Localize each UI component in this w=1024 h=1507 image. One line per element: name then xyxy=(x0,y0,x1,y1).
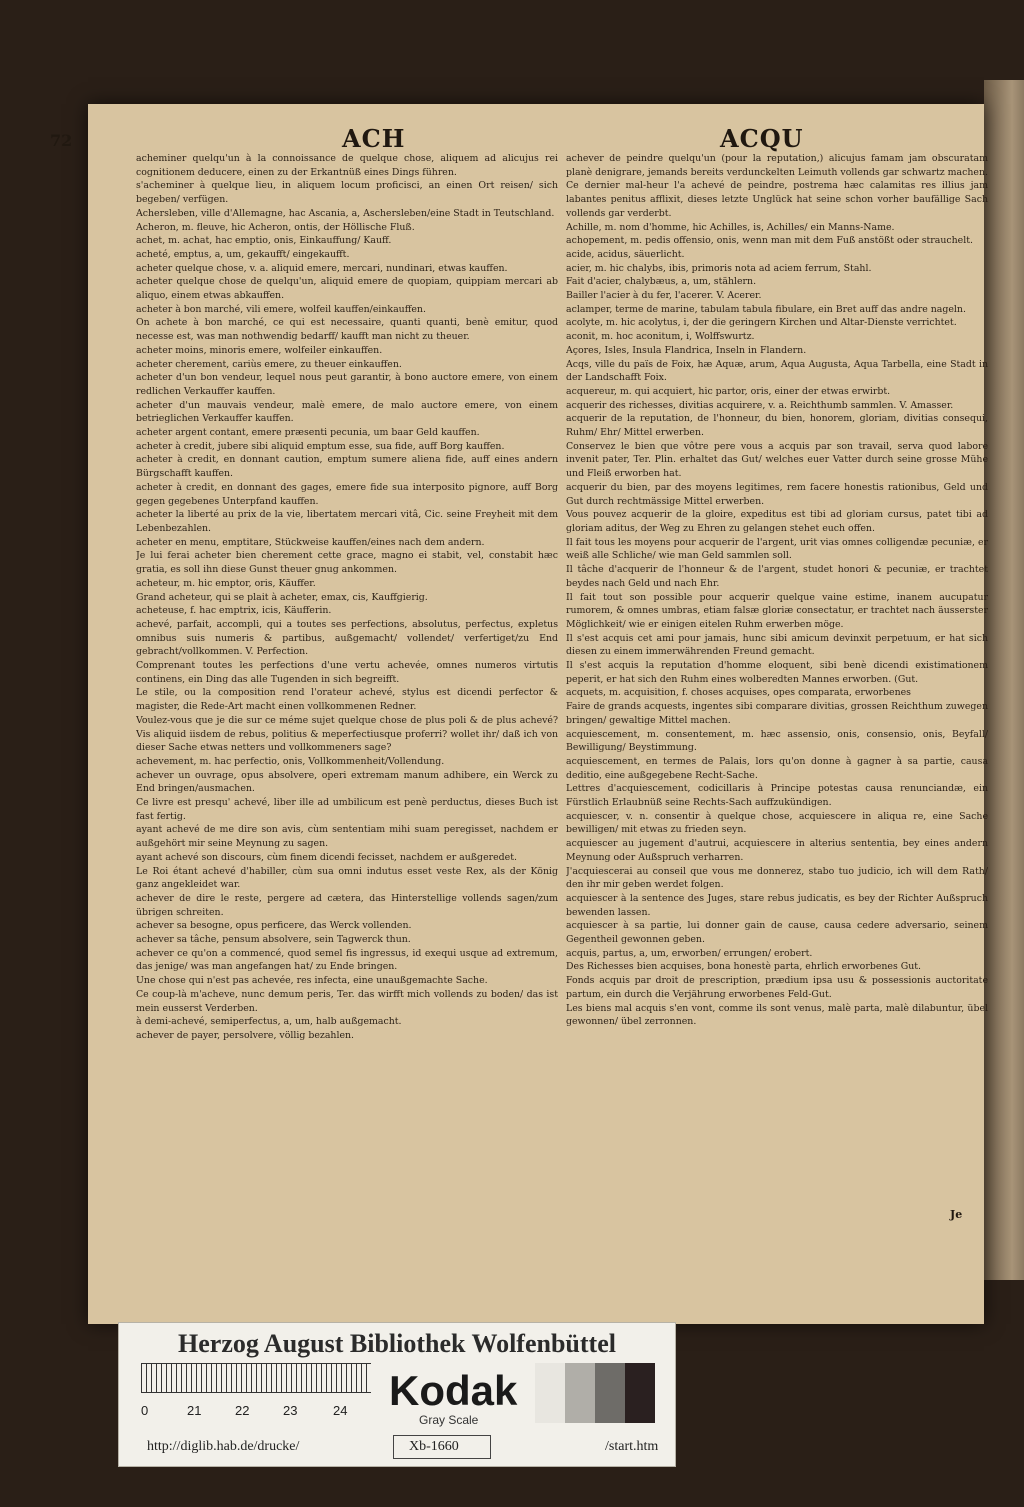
dictionary-entry: acheter à credit, en donnant caution, emptum sumere aliena fide, auff eines andern Bürgschafft kauffen. xyxy=(136,454,558,480)
dictionary-entry: Des Richesses bien acquises, bona honestè parta, ehrlich erworbenes Gut. xyxy=(566,961,922,973)
dictionary-entry: Il fait tous les moyens pour acquerir de l'argent, urit vias omnes colligendæ pecuniæ, er weiß alle Schliche/ wie man Geld sammlen soll. xyxy=(566,536,988,562)
dictionary-entry: Il fait tout son possible pour acquerir quelque vaine estime, inanem aucupatur rumorem, & omnes umbras, etiam falsæ gloriæ consectatur, er trachtet nach äusserster Möglichkeit/ wie er einigen eitelen Ruhm erwerben möge. xyxy=(566,591,988,630)
library-title: Herzog August Bibliothek Wolfenbüttel xyxy=(178,1329,616,1358)
dictionary-entry: Ce coup-là m'acheve, nunc demum peris, Ter. das wirfft mich vollends zu boden/ das ist mein eusserst Verderben. xyxy=(136,988,558,1014)
dictionary-entry: achever de dire le reste, pergere ad cætera, das Hinterstellige vollends sagen/zum übrigen schreiten. xyxy=(136,892,558,918)
left-column xyxy=(136,152,558,1242)
dictionary-entry: acier, m. hic chalybs, ibis, primoris nota ad aciem ferrum, Stahl. xyxy=(566,262,872,274)
dictionary-entry: acquiescer au jugement d'autrui, acquiescere in alterius sententia, bey eines andern Meynung oder Außspruch verharren. xyxy=(566,838,988,863)
dictionary-entry: achopement, m. pedis offensio, onis, wenn man mit dem Fuß anstößt oder strauchelt. xyxy=(566,235,973,247)
dictionary-entry: achevement, m. hac perfectio, onis, Vollkommenheit/Vollendung. xyxy=(136,755,445,767)
dictionary-entry: achever ce qu'on a commencé, quod semel fis ingressus, id exequi usque ad extremum, das jenige/ was man angefangen hat/ zu Ende bringen. xyxy=(136,947,558,973)
dictionary-entry: acheter moins, minoris emere, wolfeiler einkauffen. xyxy=(136,344,383,356)
right-column xyxy=(566,152,988,1242)
dictionary-entry: acheminer quelqu'un à la connoissance de quelque chose, aliquem ad alicujus rei cognitionem deducere, einen zu der Erkantnüß eines Dings führen. xyxy=(136,153,558,178)
dictionary-entry: acquereur, m. qui acquiert, hic partor, oris, einer der etwas erwirbt. xyxy=(566,385,891,397)
dictionary-entry: Il tâche d'acquerir de l'honneur & de l'argent, studet honori & pecuniæ, er trachtet beydes nach Geld und nach Ehr. xyxy=(566,564,988,589)
dictionary-entry: achever sa tâche, pensum absolvere, sein Tagwerck thun. xyxy=(136,934,411,946)
dictionary-entry: achever de peindre quelqu'un (pour la reputation,) alicujus famam jam obscuratam planè denigrare, jemands bereits verdunckelten Leimuth vollends gar schwartz machen. xyxy=(566,153,988,178)
catchword: Je xyxy=(950,1208,963,1221)
gray-swatch xyxy=(595,1363,625,1423)
dictionary-entry: acquiescer à la sentence des Juges, stare rebus judicatis, es bey der Richter Außspruch bewenden lassen. xyxy=(566,892,988,918)
dictionary-entry: acquiescer à sa partie, lui donner gain de cause, causa cedere adversario, seinem Gegentheil gewonnen geben. xyxy=(566,920,988,946)
dictionary-entry: achet, m. achat, hac emptio, onis, Einkauffung/ Kauff. xyxy=(136,235,392,247)
dictionary-entry: acquerir de la reputation, de l'honneur, du bien, honorem, gloriam, divitias consequi, Ruhm/ Ehr/ Mittel erwerben. xyxy=(566,413,988,439)
url-left: http://diglib.hab.de/drucke/ xyxy=(147,1439,300,1454)
dictionary-entry: Bailler l'acier à du fer, l'acerer. V. Acerer. xyxy=(566,290,762,302)
gray-swatch xyxy=(625,1363,655,1423)
ruler-label: 21 xyxy=(187,1403,202,1418)
dictionary-entry: aclamper, terme de marine, tabulam tabula fibulare, ein Bret auff das andre nageln. xyxy=(566,303,966,315)
book-edge xyxy=(984,80,1024,1280)
dictionary-entry: Voulez-vous que je die sur ce méme sujet quelque chose de plus poli & de plus achevé? Vis aliquid iisdem de rebus, politius & meperfectiusque proferri? wollet ihr/ daß ich von dieser Sache etwas netters und vollkommeners sage? xyxy=(136,714,558,754)
dictionary-entry: Comprenant toutes les perfections d'une vertu achevée, omnes numeros virtutis continens, ein Ding das alle Tugenden in sich begreifft. xyxy=(136,660,558,685)
gray-swatch xyxy=(565,1363,595,1423)
dictionary-entry: acheter quelque chose de quelqu'un, aliquid emere de quopiam, quippiam mercari ab aliquo, einem etwas abkauffen. xyxy=(136,276,558,302)
dictionary-entry: Acqs, ville du païs de Foix, hæ Aquæ, arum, Aqua Augusta, Aqua Tarbella, eine Stadt in der Landschafft Foix. xyxy=(566,358,988,384)
gray-swatch xyxy=(535,1363,565,1423)
dictionary-entry: Le stile, ou la composition rend l'orateur achevé, stylus est dicendi perfector & magister, die Rede-Art macht einen vollkommenen Redner. xyxy=(136,687,558,713)
dictionary-entry: acquiescement, m. consentement, m. hæc assensio, onis, consensio, onis, Beyfall/ Bewilligung/ Beystimmung. xyxy=(566,728,988,754)
dictionary-entry: Vous pouvez acquerir de la gloire, expeditus est tibi ad gloriam cursus, patet tibi ad gloriam aditus, der Weg zu Ehren zu gelangen stehet euch offen. xyxy=(566,509,988,534)
dictionary-entry: à demi-achevé, semiperfectus, a, um, halb außgemacht. xyxy=(136,1016,402,1028)
dictionary-entry: acheter d'un bon vendeur, lequel nous peut garantir, à bono auctore emere, von einem redlichen Verkauffer kauffen. xyxy=(136,372,558,397)
dictionary-entry: Faire de grands acquests, ingentes sibi comparare divitias, grossen Reichthum zuwegen bringen/ gewaltige Mittel machen. xyxy=(566,701,988,726)
gray-scale-label: Gray Scale xyxy=(419,1413,479,1427)
dictionary-entry: acheté, emptus, a, um, gekaufft/ eingekaufft. xyxy=(136,248,350,260)
dictionary-entry: Acheron, m. fleuve, hic Acheron, ontis, der Höllische Fluß. xyxy=(136,221,415,233)
dictionary-entry: ayant achevé de me dire son avis, cùm sententiam mihi suam peregisset, nachdem er außgehört mir seine Meynung zu sagen. xyxy=(136,824,558,850)
dictionary-entry: Je lui ferai acheter bien cherement cette grace, magno ei stabit, vel, constabit hæc gratia, es soll ihn diese Gunst theuer gnug ankommen. xyxy=(136,550,558,576)
url-right: /start.htm xyxy=(605,1439,659,1454)
dictionary-entry: acheter à credit, en donnant des gages, emere fide sua interposito pignore, auff Borg gegen gegebenes Unterpfand kauffen. xyxy=(136,481,558,507)
dictionary-entry: Il s'est acquis la reputation d'homme eloquent, sibi benè dicendi existimationem peperit, er hat sich den Ruhm eines wolberedten Mannes erworben. (Gut. xyxy=(566,660,988,685)
dictionary-entry: acheter d'un mauvais vendeur, malè emere, de malo auctore emere, von einem betrieglichen Verkauffer kauffen. xyxy=(136,399,558,425)
dictionary-entry: acheter à bon marché, vili emere, wolfeil kauffen/einkauffen. xyxy=(136,303,426,315)
dictionary-entry: On achete à bon marché, ce qui est necessaire, quanti quanti, benè emitur, quod necesse est, was man nothwendig bedarff/ kaufft man nicht zu theuer. xyxy=(136,317,558,343)
dictionary-entry: s'acheminer à quelque lieu, in aliquem locum proficisci, an einen Ort reisen/ sich begeben/ verfügen. xyxy=(136,180,558,206)
dictionary-entry: acquis, partus, a, um, erworben/ errungen/ erobert. xyxy=(566,947,813,959)
dictionary-entry: acquiescement, en termes de Palais, lors qu'on donne à gagner à sa partie, causa deditio, eine außgegebene Recht-Sache. xyxy=(566,755,988,781)
kodak-logo: Kodak xyxy=(389,1367,518,1414)
header-left: ACH xyxy=(342,124,406,153)
ruler-label: 24 xyxy=(333,1403,348,1418)
scale-ruler xyxy=(141,1363,371,1393)
dictionary-entry: J'acquiescerai au conseil que vous me donnerez, stabo tuo judicio, ich will dem Rath/ den ihr mir geben werdet folgen. xyxy=(566,865,988,891)
dictionary-entry: acheteuse, f. hac emptrix, icis, Käufferin. xyxy=(136,605,332,617)
dictionary-entry: acheter cherement, cariùs emere, zu theuer einkauffen. xyxy=(136,358,402,370)
dictionary-entry: acquets, m. acquisition, f. choses acquises, opes comparata, erworbenes xyxy=(566,687,911,699)
dictionary-entry: acquerir du bien, par des moyens legitimes, rem facere honestis rationibus, Geld und Gut durch rechtmässige Mittel erwerben. xyxy=(566,481,988,507)
dictionary-entry: Une chose qui n'est pas achevée, res infecta, eine unaußgemachte Sache. xyxy=(136,975,488,987)
dictionary-entry: Il s'est acquis cet ami pour jamais, hunc sibi amicum devinxit perpetuum, er hat sich diesen zu einem immerwährenden Freund gemacht. xyxy=(566,632,988,658)
kodak-target-card xyxy=(118,1322,676,1467)
dictionary-entry: achever un ouvrage, opus absolvere, operi extremam manum adhibere, ein Werck zu End bringen/ausmachen. xyxy=(136,769,558,795)
dictionary-entry: Achille, m. nom d'homme, hic Achilles, is, Achilles/ ein Manns-Name. xyxy=(566,221,895,233)
dictionary-entry: acheter argent contant, emere præsenti pecunia, um baar Geld kauffen. xyxy=(136,427,480,439)
dictionary-entry: Lettres d'acquiescement, codicillaris à Principe potestas causa renunciandæ, ein Fürstlich Erlaubnüß seine Rechts-Sach auffzukündigen. xyxy=(566,783,988,809)
dictionary-entry: acquiescer, v. n. consentir à quelque chose, acquiescere in aliqua re, eine Sache bewilligen/ mit etwas zu frieden seyn. xyxy=(566,810,988,836)
dictionary-entry: Grand acheteur, qui se plait à acheter, emax, cis, Kauffgierig. xyxy=(136,591,428,603)
dictionary-entry: Fonds acquis par droit de prescription, prædium ipsa usu & possessionis auctoritate partum, ein durch die Verjährung erworbenes Feld-Gut. xyxy=(566,975,988,1000)
dictionary-entry: acheteur, m. hic emptor, oris, Käuffer. xyxy=(136,577,316,589)
dictionary-entry: aconit, m. hoc aconitum, i, Wolffswurtz. xyxy=(566,331,755,343)
dictionary-entry: acheter à credit, jubere sibi aliquid emptum esse, sua fide, auff Borg kauffen. xyxy=(136,440,505,452)
header-right: ACQU xyxy=(720,124,804,153)
dictionary-entry: achevé, parfait, accompli, qui a toutes ses perfections, absolutus, perfectus, expletus omnibus suis numeris & partibus, außgemacht/ vollendet/ verfertiget/zu End gebracht/vollkommen. V. Perfection. xyxy=(136,618,558,658)
dictionary-entry: Les biens mal acquis s'en vont, comme ils sont venus, malè parta, malè dilabuntur, übel gewonnen/ übel zerronnen. xyxy=(566,1002,988,1028)
dictionary-entry: acide, acidus, säuerlicht. xyxy=(566,248,685,260)
ruler-label: 0 xyxy=(141,1403,149,1418)
dictionary-entry: acolyte, m. hic acolytus, i, der die geringern Kirchen und Altar-Dienste verrichtet. xyxy=(566,317,957,329)
dictionary-entry: Fait d'acier, chalybæus, a, um, stählern. xyxy=(566,276,757,288)
dictionary-entry: acheter en menu, emptitare, Stückweise kauffen/eines nach dem andern. xyxy=(136,536,485,548)
dictionary-entry: Le Roi étant achevé d'habiller, cùm sua omni indutus esset veste Rex, als der König ganz angekleidet war. xyxy=(136,865,558,891)
dictionary-entry: Conservez le bien que vôtre pere vous a acquis par son travail, serva quod labore invenit pater, Ter. Plin. erhaltet das Gut/ welches euer Vatter durch seine grosse Mühe und Fleiß erworben hat. xyxy=(566,440,988,480)
dictionary-entry: Achersleben, ville d'Allemagne, hac Ascania, a, Aschersleben/eine Stadt in Teutschland. xyxy=(136,207,555,219)
dictionary-entry: achever de payer, persolvere, völlig bezahlen. xyxy=(136,1030,355,1041)
dictionary-entry: achever sa besogne, opus perficere, das Werck vollenden. xyxy=(136,920,412,932)
dictionary-entry: acquerir des richesses, divitias acquirere, v. a. Reichthumb sammlen. V. Amasser. xyxy=(566,399,954,411)
dictionary-entry: Açores, Isles, Insula Flandrica, Inseln in Flandern. xyxy=(566,344,807,356)
dictionary-entry: ayant achevé son discours, cùm finem dicendi fecisset, nachdem er außgeredet. xyxy=(136,851,517,863)
page-number: 72 xyxy=(50,131,73,150)
dictionary-entry: Ce dernier mal-heur l'a achevé de peindre, postrema hæc calamitas res illius jam labantes penitus afflixit, dieses letzte Unglück hat seine schon vorher baufällige Sach vollends gar verderbt. xyxy=(566,180,988,219)
ruler-label: 23 xyxy=(283,1403,298,1418)
dictionary-entry: acheter quelque chose, v. a. aliquid emere, mercari, nundinari, etwas kauffen. xyxy=(136,262,508,274)
signature: Xb-1660 xyxy=(409,1439,459,1454)
ruler-label: 22 xyxy=(235,1403,250,1418)
dictionary-entry: acheter la liberté au prix de la vie, libertatem mercari vitâ, Cic. seine Freyheit mit dem Lebenbezahlen. xyxy=(136,509,558,534)
dictionary-entry: Ce livre est presqu' achevé, liber ille ad umbilicum est penè perductus, dieses Buch ist fast fertig. xyxy=(136,797,558,822)
